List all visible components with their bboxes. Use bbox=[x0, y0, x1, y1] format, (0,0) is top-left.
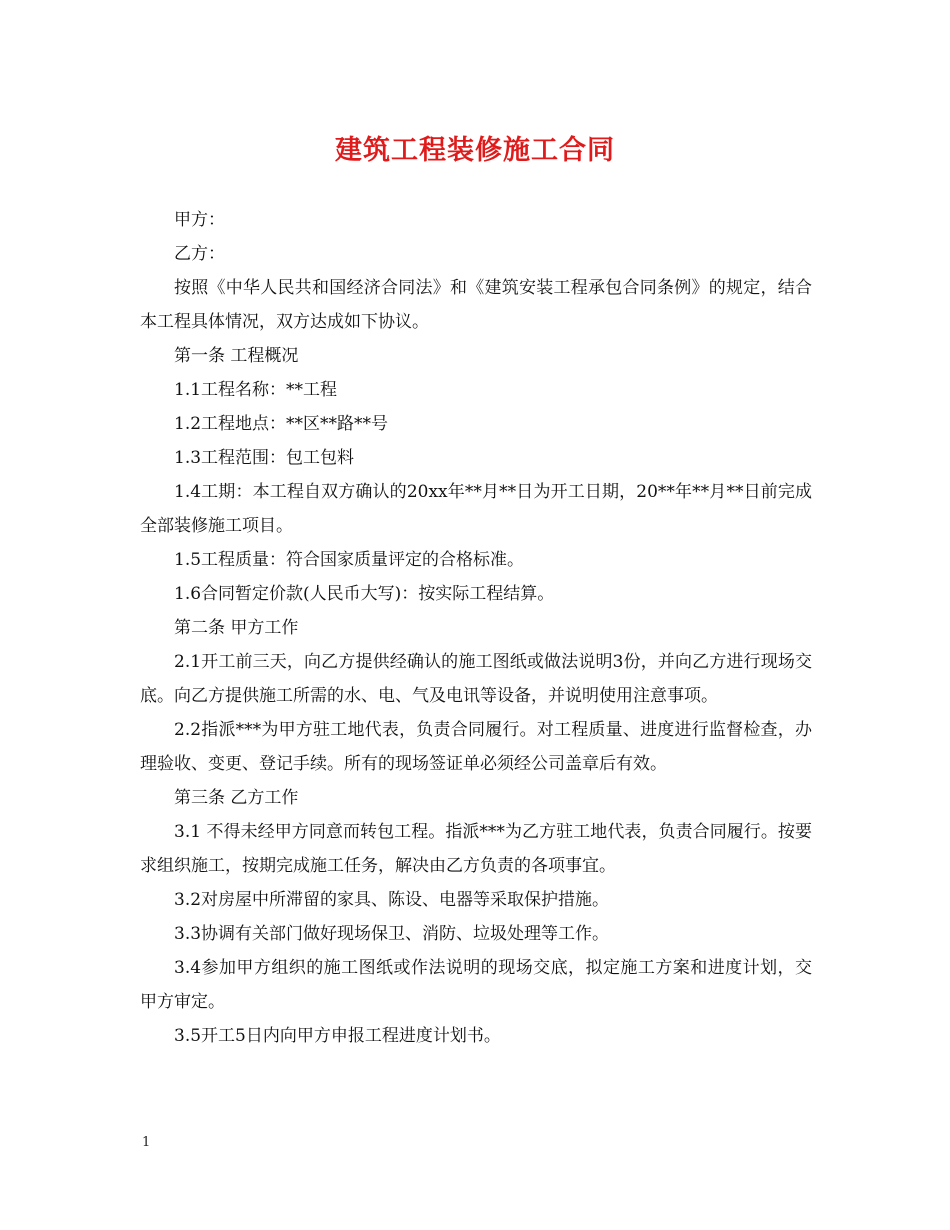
clause-2-1: 2.1开工前三天，向乙方提供经确认的施工图纸或做法说明3份，并向乙方进行现场交底。向乙方提供施工所需的水、电、气及电讯等设备，并说明使用注意事项。 bbox=[140, 652, 812, 706]
article-1-heading: 第一条 工程概况 bbox=[174, 346, 299, 366]
paragraph-party-b: 乙方： bbox=[174, 244, 225, 264]
clause-1-1: 1.1工程名称：**工程 bbox=[174, 380, 338, 400]
document-body bbox=[140, 203, 812, 1053]
article-2-heading: 第二条 甲方工作 bbox=[174, 618, 299, 638]
clause-3-4: 3.4参加甲方组织的施工图纸或作法说明的现场交底，拟定施工方案和进度计划，交甲方审定。 bbox=[140, 958, 812, 1012]
paragraph-party-a: 甲方： bbox=[174, 210, 225, 230]
clause-1-5: 1.5工程质量：符合国家质量评定的合格标准。 bbox=[174, 550, 525, 570]
clause-3-5: 3.5开工5日内向甲方申报工程进度计划书。 bbox=[174, 1026, 501, 1046]
paragraph-preamble: 按照《中华人民共和国经济合同法》和《建筑安装工程承包合同条例》的规定，结合本工程具体情况，双方达成如下协议。 bbox=[140, 278, 812, 332]
clause-3-1: 3.1 不得未经甲方同意而转包工程。指派***为乙方驻工地代表，负责合同履行。按要求组织施工，按期完成施工任务，解决由乙方负责的各项事宜。 bbox=[140, 822, 812, 876]
clause-2-2: 2.2指派***为甲方驻工地代表，负责合同履行。对工程质量、进度进行监督检查，办理验收、变更、登记手续。所有的现场签证单必须经公司盖章后有效。 bbox=[140, 720, 812, 774]
clause-1-6: 1.6合同暂定价款(人民币大写)：按实际工程结算。 bbox=[174, 584, 555, 604]
clause-1-3: 1.3工程范围：包工包料 bbox=[174, 448, 355, 468]
page-number: 1 bbox=[142, 1135, 151, 1150]
clause-3-3: 3.3协调有关部门做好现场保卫、消防、垃圾处理等工作。 bbox=[174, 924, 610, 944]
clause-1-4: 1.4工期：本工程自双方确认的20xx年**月**日为开工日期，20**年**月**日前完成全部装修施工项目。 bbox=[140, 482, 812, 536]
document-title: 建筑工程装修施工合同 bbox=[335, 135, 615, 166]
clause-3-2: 3.2对房屋中所滞留的家具、陈设、电器等采取保护措施。 bbox=[174, 890, 610, 910]
clause-1-2: 1.2工程地点：**区**路**号 bbox=[174, 414, 389, 434]
article-3-heading: 第三条 乙方工作 bbox=[174, 788, 299, 808]
